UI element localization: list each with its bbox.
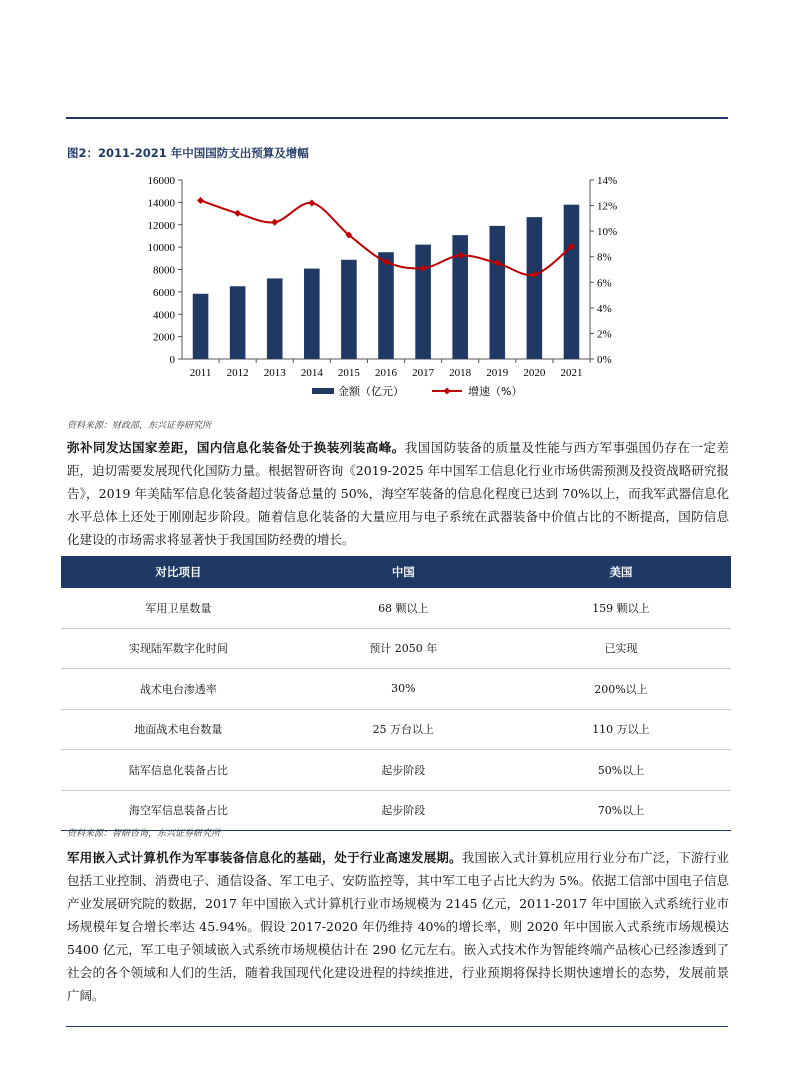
table-cell: 已实现: [511, 628, 731, 669]
table-row: [61, 588, 731, 628]
x-tick-label: 2011: [189, 367, 212, 379]
x-tick-label: 2020: [523, 367, 546, 379]
growth-point: [308, 200, 315, 207]
table-cell: 实现陆军数字化时间: [61, 628, 296, 669]
paragraph-2-lead: 军用嵌入式计算机作为军事装备信息化的基础，处于行业高速发展期。: [67, 850, 462, 865]
bar: [267, 278, 283, 359]
table-header-row: [61, 556, 731, 588]
y-left-tick-label: 4000: [153, 309, 175, 322]
paragraph-2: [67, 846, 729, 1007]
table-cell: 25 万台以上: [296, 709, 511, 750]
table-header-china: 中国: [296, 556, 511, 588]
table-cell: 70%以上: [511, 790, 731, 831]
paragraph-2-body: 我国嵌入式计算机应用行业分布广泛，下游行业包括工业控制、消费电子、通信设备、军工电子、安防监控等，其中军工电子占比大约为 5%。依据工信部中国电子信息产业发展研究院的数据，2017 年中国嵌入式计算机行业市场规模为 2145 亿元，2011-2017 年中国嵌入式系统行业市场规模年复合增长率达 45.94%。假设 2017-2020 年仍维持 40%的增长率，则 2020 年中国嵌入式系统市场规模达 5400 亿元，军工电子领域嵌入式系统市场规模估计在 290 亿元左右。嵌入式技术作为智能终端产品核心已经渗透到了社会的各个领域和人们的生活，随着我国现代化建设进程的持续推进，行业预期将保持长期快速增长的态势，发展前景广阔。: [67, 850, 729, 1003]
table-cell: 200%以上: [511, 669, 731, 710]
table-cell: 30%: [296, 669, 511, 710]
y-right-tick-label: 0%: [597, 354, 612, 366]
paragraph-1: [67, 436, 729, 551]
x-tick-label: 2016: [375, 367, 397, 379]
y-left-tick-label: 14000: [147, 197, 175, 210]
x-tick-label: 2013: [263, 367, 286, 379]
growth-point: [271, 219, 278, 226]
bar: [527, 217, 543, 359]
y-left-tick-label: 16000: [147, 175, 175, 187]
y-left-tick-label: 2000: [153, 331, 175, 344]
table-cell: 预计 2050 年: [296, 628, 511, 669]
y-right-tick-label: 4%: [597, 302, 612, 315]
bar: [304, 269, 320, 359]
y-right-tick-label: 12%: [597, 200, 618, 213]
y-left-tick-label: 12000: [147, 219, 175, 232]
paragraph-1-body: 我国国防装备的质量及性能与西方军事强国仍存在一定差距，迫切需要发展现代化国防力量。根据智研咨询《2019-2025 年中国军工信息化行业市场供需预测及投资战略研究报告》，2019 年美陆军信息化装备超过装备总量的 50%，海空军装备的信息化程度已达到 70%以上，而我军武器信息化水平总体上还处于刚刚起步阶段。随着信息化装备的大量应用与电子系统在武器装备中价值占比的不断提高，国防信息化建设的市场需求将显著快于我国国防经费的增长。: [67, 440, 729, 547]
table-row: [61, 628, 731, 669]
table-cell: 战术电台渗透率: [61, 669, 296, 710]
y-right-tick-label: 8%: [597, 251, 612, 264]
table-row: [61, 750, 731, 791]
legend-line-label: 增速（%）: [468, 385, 523, 398]
y-left-tick-label: 8000: [153, 264, 175, 277]
table-source: 资料来源：智研咨询，东兴证券研究所: [67, 829, 221, 839]
header-rule: [66, 117, 728, 119]
table-cell: 110 万以上: [511, 709, 731, 750]
table-header-usa: 美国: [511, 556, 731, 588]
figure-source: 资料来源：财政部，东兴证券研究所: [67, 421, 212, 431]
y-left-tick-label: 10000: [147, 242, 175, 255]
bar: [193, 294, 209, 359]
table-cell: 军用卫星数量: [61, 588, 296, 628]
x-tick-label: 2021: [560, 367, 583, 379]
table-cell: 地面战术电台数量: [61, 709, 296, 750]
figure-title: 图2：2011-2021 年中国国防支出预算及增幅: [67, 146, 309, 160]
table-cell: 海空军信息装备占比: [61, 790, 296, 831]
table-cell: 68 颗以上: [296, 588, 511, 628]
bar: [378, 252, 394, 359]
growth-point: [197, 197, 204, 204]
table-cell: 起步阶段: [296, 750, 511, 791]
y-left-tick-label: 0: [169, 354, 175, 366]
bar: [564, 205, 580, 359]
table-cell: 50%以上: [511, 750, 731, 791]
legend-line-marker: [444, 388, 451, 395]
bar: [230, 286, 246, 359]
x-tick-label: 2017: [412, 367, 435, 379]
x-tick-label: 2015: [337, 367, 360, 379]
y-left-tick-label: 6000: [153, 286, 175, 299]
x-tick-label: 2012: [226, 367, 249, 379]
x-tick-label: 2018: [449, 367, 472, 379]
table-cell: 159 颗以上: [511, 588, 731, 628]
footer-rule: [66, 1026, 728, 1027]
bar: [415, 245, 431, 359]
bar: [341, 260, 357, 359]
table-row: [61, 790, 731, 831]
y-right-tick-label: 6%: [597, 277, 612, 290]
paragraph-1-lead: 弥补同发达国家差距，国内信息化装备处于换装列装高峰。: [67, 440, 405, 455]
y-right-tick-label: 2%: [597, 328, 612, 341]
y-right-tick-label: 10%: [597, 226, 618, 239]
x-tick-label: 2014: [300, 367, 323, 379]
x-tick-label: 2019: [486, 367, 509, 379]
table-cell: 起步阶段: [296, 790, 511, 831]
table-header-item: 对比项目: [61, 556, 296, 588]
table-row: [61, 709, 731, 750]
table-cell: 陆军信息化装备占比: [61, 750, 296, 791]
growth-point: [234, 210, 241, 217]
y-right-tick-label: 14%: [597, 175, 618, 187]
legend-bar-swatch: [312, 388, 334, 394]
table-row: [61, 669, 731, 710]
legend-bar-label: 金额（亿元）: [338, 385, 404, 398]
comparison-table: [61, 556, 731, 831]
bar: [489, 226, 505, 359]
defense-budget-chart: [140, 170, 640, 410]
